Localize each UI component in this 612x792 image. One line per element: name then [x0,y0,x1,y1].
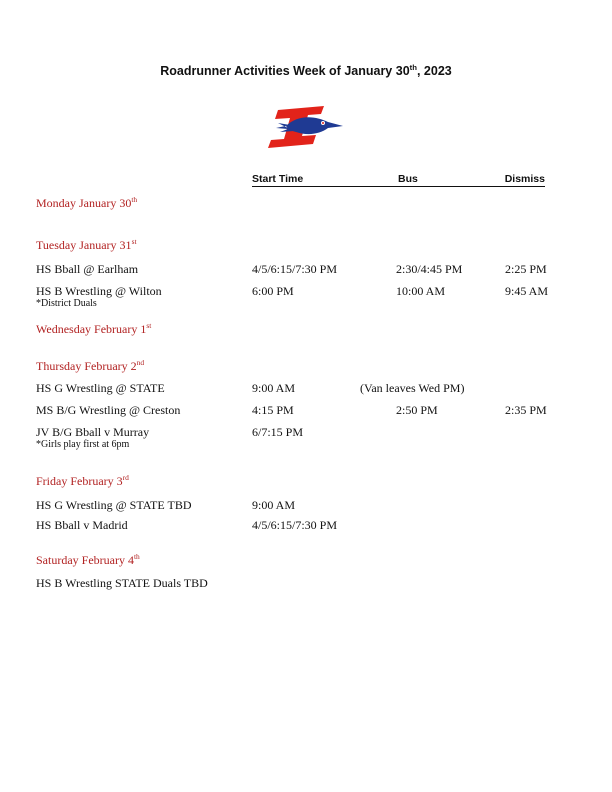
event-start-time: 4:15 PM [252,403,294,417]
day-heading-monday: Monday January 30th [36,195,138,210]
event-name: HS B Wrestling STATE Duals TBD [36,576,208,590]
event-bus-time: 10:00 AM [396,284,446,298]
column-header-bus: Bus [302,173,485,187]
event-bus-note: (Van leaves Wed PM) [360,381,465,395]
event-dismiss-time: 2:25 PM [505,262,547,276]
event-name: HS G Wrestling @ STATE TBD [36,498,192,512]
day-heading-wednesday: Wednesday February 1st [36,321,152,336]
event-start-time: 4/5/6:15/7:30 PM [252,518,338,532]
event-name: HS Bball v Madrid [36,518,128,532]
day-heading-thursday: Thursday February 2nd [36,358,145,373]
roadrunner-logo-icon [268,104,344,150]
event-start-time: 6/7:15 PM [252,425,304,439]
day-heading-friday: Friday February 3rd [36,473,129,488]
event-dismiss-time: 2:35 PM [505,403,547,417]
event-dismiss-time: 9:45 AM [505,284,549,298]
event-start-time: 4/5/6:15/7:30 PM [252,262,338,276]
event-note: *District Duals [36,298,97,309]
event-start-time: 9:00 AM [252,381,296,395]
event-bus-time: 2:30/4:45 PM [396,262,463,276]
page-title: Roadrunner Activities Week of January 30th, 2023 [160,62,452,78]
event-name: HS Bball @ Earlham [36,262,139,276]
event-name: HS G Wrestling @ STATE [36,381,165,395]
column-header-dismiss: Dismiss [485,173,545,187]
column-header-start-time: Start Time [252,173,304,185]
event-name: HS B Wrestling @ Wilton [36,284,162,298]
event-start-time: 9:00 AM [252,498,296,512]
event-name: MS B/G Wrestling @ Creston [36,403,181,417]
event-note: *Girls play first at 6pm [36,439,130,450]
day-heading-tuesday: Tuesday January 31st [36,237,137,252]
event-name: JV B/G Bball v Murray [36,425,150,439]
event-start-time: 6:00 PM [252,284,294,298]
day-heading-saturday: Saturday February 4th [36,552,140,567]
event-bus-time: 2:50 PM [396,403,438,417]
